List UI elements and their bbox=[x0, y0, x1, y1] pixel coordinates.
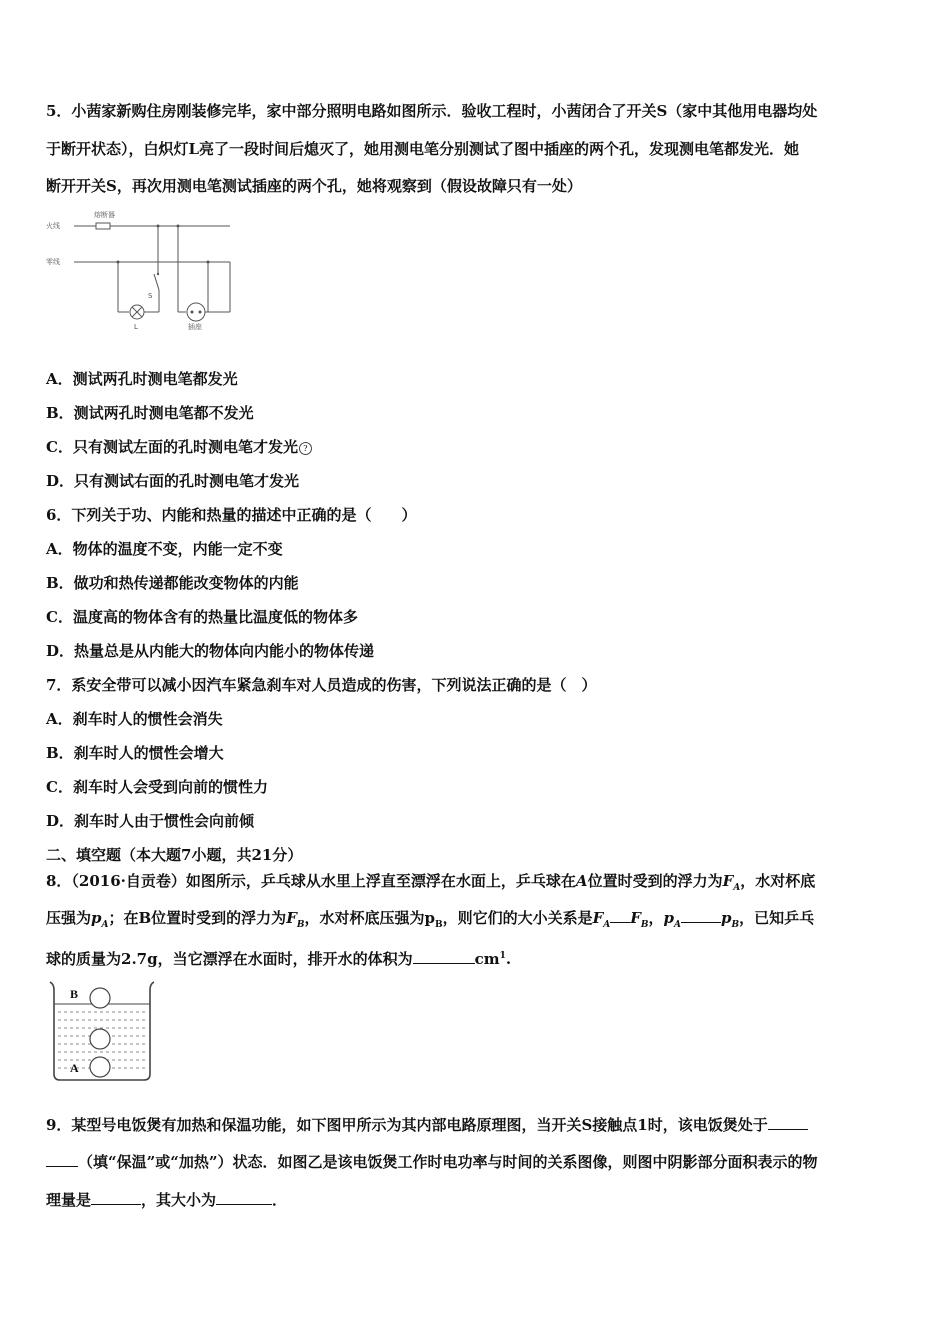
lamp-label: L bbox=[134, 323, 138, 331]
ball-a-icon bbox=[90, 1057, 110, 1077]
socket-label: 插座 bbox=[188, 323, 202, 331]
q9-line3: 理量是 ，其大小为 ． bbox=[46, 1191, 288, 1209]
label-b: B bbox=[70, 987, 79, 1001]
q5-option-b: B．测试两孔时测电笔都不发光 bbox=[46, 404, 254, 422]
q5-stem-line3: 断开开关S，再次用测电笔测试插座的两个孔，她将观察到（假设故障只有一处） bbox=[46, 177, 582, 195]
q8-line3: 球的质量为2.7g，当它漂浮在水面时，排开水的体积为 $cm^1$. bbox=[46, 950, 512, 968]
q5-circuit-diagram bbox=[44, 208, 244, 336]
lamp-icon bbox=[130, 305, 144, 319]
blank-magnitude[interactable] bbox=[216, 1190, 272, 1205]
blank-quantity[interactable] bbox=[91, 1190, 141, 1205]
q6-option-d: D．热量总是从内能大的物体向内能小的物体传递 bbox=[46, 642, 375, 660]
blank-p-relation[interactable] bbox=[681, 908, 721, 923]
neutral-wire-label: 零线 bbox=[46, 258, 60, 266]
section-heading: 二、填空题（本大题7小题，共21分） bbox=[46, 846, 303, 864]
socket-icon bbox=[187, 303, 205, 321]
blank-state-2[interactable] bbox=[46, 1152, 78, 1167]
blank-volume[interactable] bbox=[413, 949, 475, 964]
q6-option-c: C．温度高的物体含有的热量比温度低的物体多 bbox=[46, 608, 358, 626]
q6-stem: 6．下列关于功、内能和热量的描述中正确的是（ ） bbox=[46, 506, 417, 524]
label-a: A bbox=[70, 1061, 79, 1075]
question-mark-icon: ? bbox=[299, 442, 312, 455]
switch-icon bbox=[154, 273, 159, 290]
blank-state-1[interactable] bbox=[768, 1115, 808, 1130]
ball-middle-icon bbox=[90, 1029, 110, 1049]
q8-line1: 8．（2016·自贡卷）如图所示，乒乓球从水里上浮直至漂浮在水面上，乒乓球在A位置时受到的浮力为$F_A$，水对杯底 bbox=[46, 872, 816, 893]
fuse-icon bbox=[96, 223, 110, 229]
q8-beaker-figure bbox=[44, 978, 159, 1086]
q8-line2: 压强为$p_A$；在B位置时受到的浮力为$F_B$，水对杯底压强为$p_B$，则它们的大小关系是$F_A$ $F_B$，$p_A$ $p_B$，已知乒乓 bbox=[46, 909, 815, 930]
q7-option-c: C．刹车时人会受到向前的惯性力 bbox=[46, 778, 268, 796]
q5-option-a: A．测试两孔时测电笔都发光 bbox=[46, 370, 238, 388]
fire-wire-label: 火线 bbox=[46, 222, 60, 230]
q7-option-a: A．刹车时人的惯性会消失 bbox=[46, 710, 223, 728]
q5-stem-line1: 5．小茜家新购住房刚装修完毕，家中部分照明电路如图所示．验收工程时，小茜闭合了开关S（家中其他用电器均处 bbox=[46, 102, 818, 120]
q7-option-d: D．刹车时人由于惯性会向前倾 bbox=[46, 812, 255, 830]
q5-stem-line2: 于断开状态），白炽灯L亮了一段时间后熄灭了，她用测电笔分别测试了图中插座的两个孔，发现测电笔都发光．她 bbox=[46, 140, 800, 158]
q5-option-c bbox=[46, 437, 312, 457]
ball-b-icon bbox=[90, 988, 110, 1008]
q6-option-a: A．物体的温度不变，内能一定不变 bbox=[46, 540, 283, 558]
fuse-label: 熔断器 bbox=[94, 211, 115, 219]
q7-stem: 7．系安全带可以减小因汽车紧急刹车对人员造成的伤害，下列说法正确的是（ ） bbox=[46, 676, 597, 694]
q5-option-d: D．只有测试右面的孔时测电笔才发光 bbox=[46, 472, 300, 490]
q5-option-c-text: C．只有测试左面的孔时测电笔才发光 bbox=[46, 438, 298, 456]
blank-f-relation[interactable] bbox=[610, 908, 630, 923]
q9-line1: 9．某型号电饭煲有加热和保温功能，如下图甲所示为其内部电路原理图，当开关S接触点1时，该电饭煲处于 bbox=[46, 1115, 808, 1135]
q9-line2: （填“保温”或“加热”）状态．如图乙是该电饭煲工作时电功率与时间的关系图像，则图中阴影部分面积表示的物 bbox=[46, 1152, 818, 1172]
q7-option-b: B．刹车时人的惯性会增大 bbox=[46, 744, 224, 762]
q6-option-b: B．做功和热传递都能改变物体的内能 bbox=[46, 574, 299, 592]
switch-label: S bbox=[148, 292, 153, 300]
